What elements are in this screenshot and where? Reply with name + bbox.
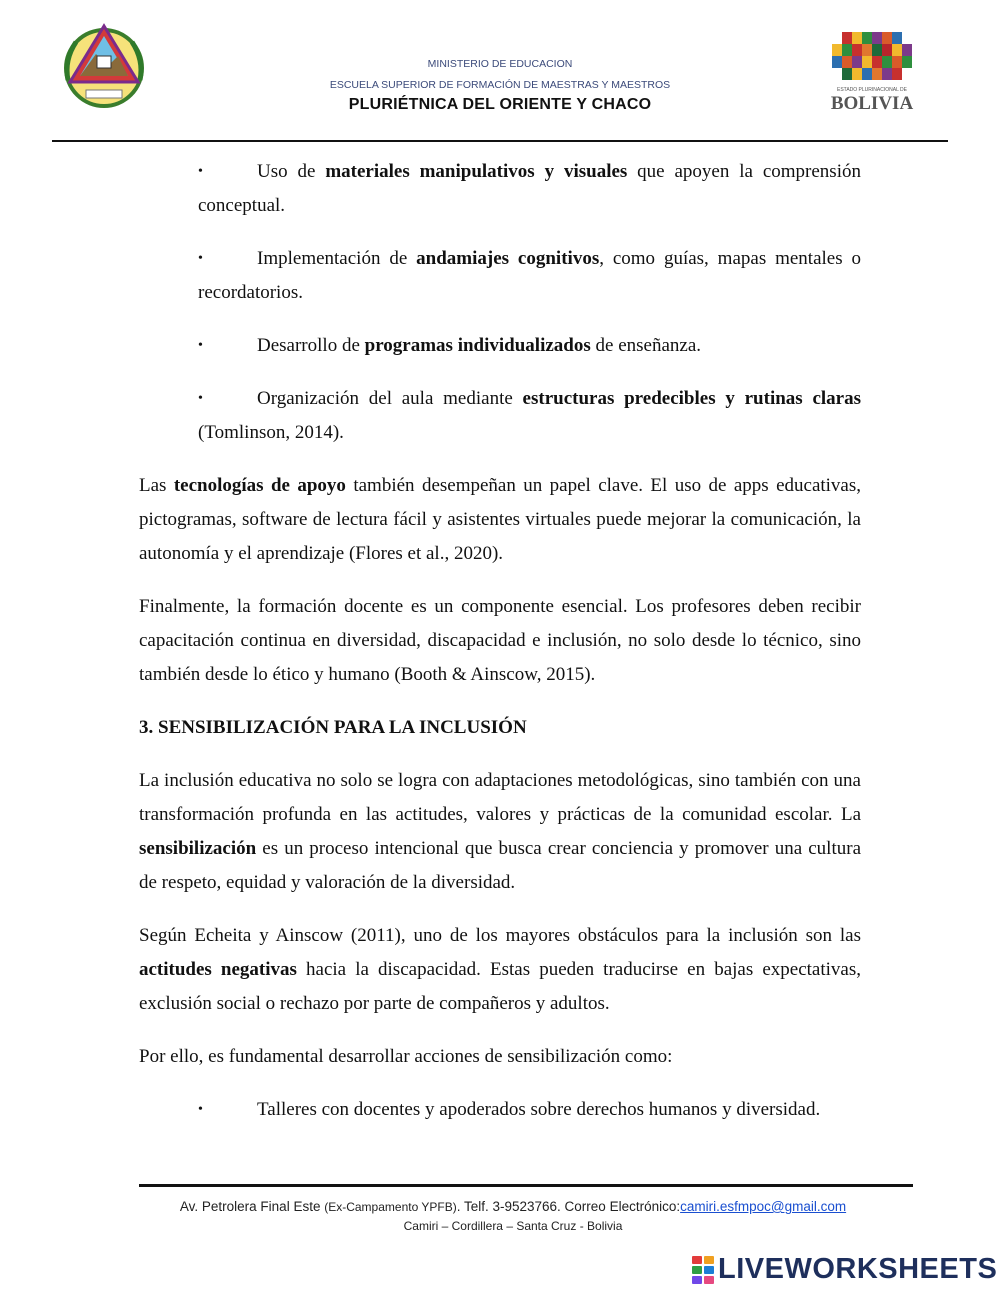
bolivia-logo-caption: BOLIVIA (830, 93, 914, 114)
paragraph-bold: actitudes negativas (139, 959, 297, 980)
footer-email-link[interactable]: camiri.esfmpoc@gmail.com (680, 1199, 847, 1214)
list-item-bold: andamiajes cognitivos (416, 248, 600, 269)
list-item (198, 382, 861, 450)
paragraph-actions-intro: Por ello, es fundamental desarrollar acciones de sensibilización como: (139, 1046, 673, 1067)
list-item (198, 242, 861, 310)
paragraph-negative-attitudes (139, 919, 861, 1021)
footer-location: Camiri – Cordillera – Santa Cruz - Bolivia (403, 1219, 623, 1233)
paragraph-teacher-training: Finalmente, la formación docente es un componente esencial. Los profesores deben recibir capacitación continua en diversidad, discapacidad e inclusión, no solo desde lo técnico, sino también desde lo ético y humano (Booth & Ainscow, 2015). (139, 596, 861, 685)
bullet-icon: • (198, 338, 203, 353)
school-crest-logo (58, 20, 150, 112)
footer-contact (100, 1199, 926, 1214)
list-item-bold: materiales manipulativos y visuales (325, 161, 628, 182)
school-subtitle: PLURIÉTNICA DEL ORIENTE Y CHACO (348, 96, 652, 113)
footer-phone: . Telf. 3-9523766. Correo Electrónico: (456, 1199, 681, 1214)
paragraph-bold: sensibilización (139, 838, 257, 859)
list-item-text: , como guías, mapas mentales o recordatorios. (198, 248, 861, 303)
list-item-text: Desarrollo de (257, 335, 365, 356)
list-item-text: Organización del aula mediante (257, 388, 523, 409)
paragraph-bold: tecnologías de apoyo (173, 475, 346, 496)
list-item-text: Implementación de (257, 248, 417, 269)
list-item (198, 329, 861, 363)
list-item (198, 155, 861, 223)
paragraph-text: La inclusión educativa no solo se logra con adaptaciones metodológicas, sino también con una transformación profunda en las actitudes, valores y prácticas de la comunidad escolar. La (139, 770, 861, 825)
paragraph-text: Las (139, 475, 174, 496)
liveworksheets-watermark (692, 1254, 997, 1284)
footer-address: Av. Petrolera Final Este (179, 1199, 325, 1214)
school-name: ESCUELA SUPERIOR DE FORMACIÓN DE MAESTRAS Y MAESTROS (329, 79, 671, 91)
document-body (139, 155, 861, 1146)
page-header (0, 0, 1000, 145)
bolivia-state-logo (822, 30, 922, 114)
paragraph-sensitization (139, 764, 861, 900)
list-item-text: (Tomlinson, 2014). (198, 422, 344, 443)
list-item-text: que apoyen la comprensión conceptual. (198, 161, 861, 216)
bullet-icon: • (198, 251, 203, 266)
paragraph-text: hacia la discapacidad. Estas pueden traducirse en bajas expectativas, exclusión social o rechazo por parte de compañeros y adultos. (139, 959, 862, 1014)
list-item-bold: programas individualizados (364, 335, 591, 356)
list-item-text: Talleres con docentes y apoderados sobre derechos humanos y diversidad. (257, 1099, 821, 1120)
bullet-icon: • (198, 164, 203, 179)
list-item-text: de enseñanza. (590, 335, 702, 356)
header-divider (52, 140, 948, 142)
footer-divider (139, 1184, 913, 1187)
section-heading: 3. SENSIBILIZACIÓN PARA LA INCLUSIÓN (139, 717, 527, 738)
paragraph-text: es un proceso intencional que busca crear conciencia y promover una cultura de respeto, equidad y valoración de la diversidad. (139, 838, 861, 893)
paragraph-text: Según Echeita y Ainscow (2011), uno de los mayores obstáculos para la inclusión son las (139, 925, 861, 946)
bolivia-logo-subcaption: ESTADO PLURINACIONAL DE (836, 87, 908, 93)
bullet-icon: • (198, 1102, 203, 1117)
bullet-icon: • (198, 391, 203, 406)
ministry-name: MINISTERIO DE EDUCACION (427, 58, 573, 70)
list-item-text: Uso de (257, 161, 326, 182)
liveworksheets-text: LIVEWORKSHEETS (718, 1252, 998, 1285)
list-item (198, 1093, 861, 1127)
paragraph-text: también desempeñan un papel clave. El uso de apps educativas, pictogramas, software de lectura fácil y asistentes virtuales puede mejorar la comunicación, la autonomía y el aprendizaje (Flores et al., 2020). (139, 475, 862, 564)
liveworksheets-icon (692, 1256, 714, 1282)
paragraph-support-technologies (139, 469, 861, 571)
footer-address-note: (Ex-Campamento YPFB) (324, 1200, 457, 1214)
list-item-bold: estructuras predecibles y rutinas claras (522, 388, 861, 409)
